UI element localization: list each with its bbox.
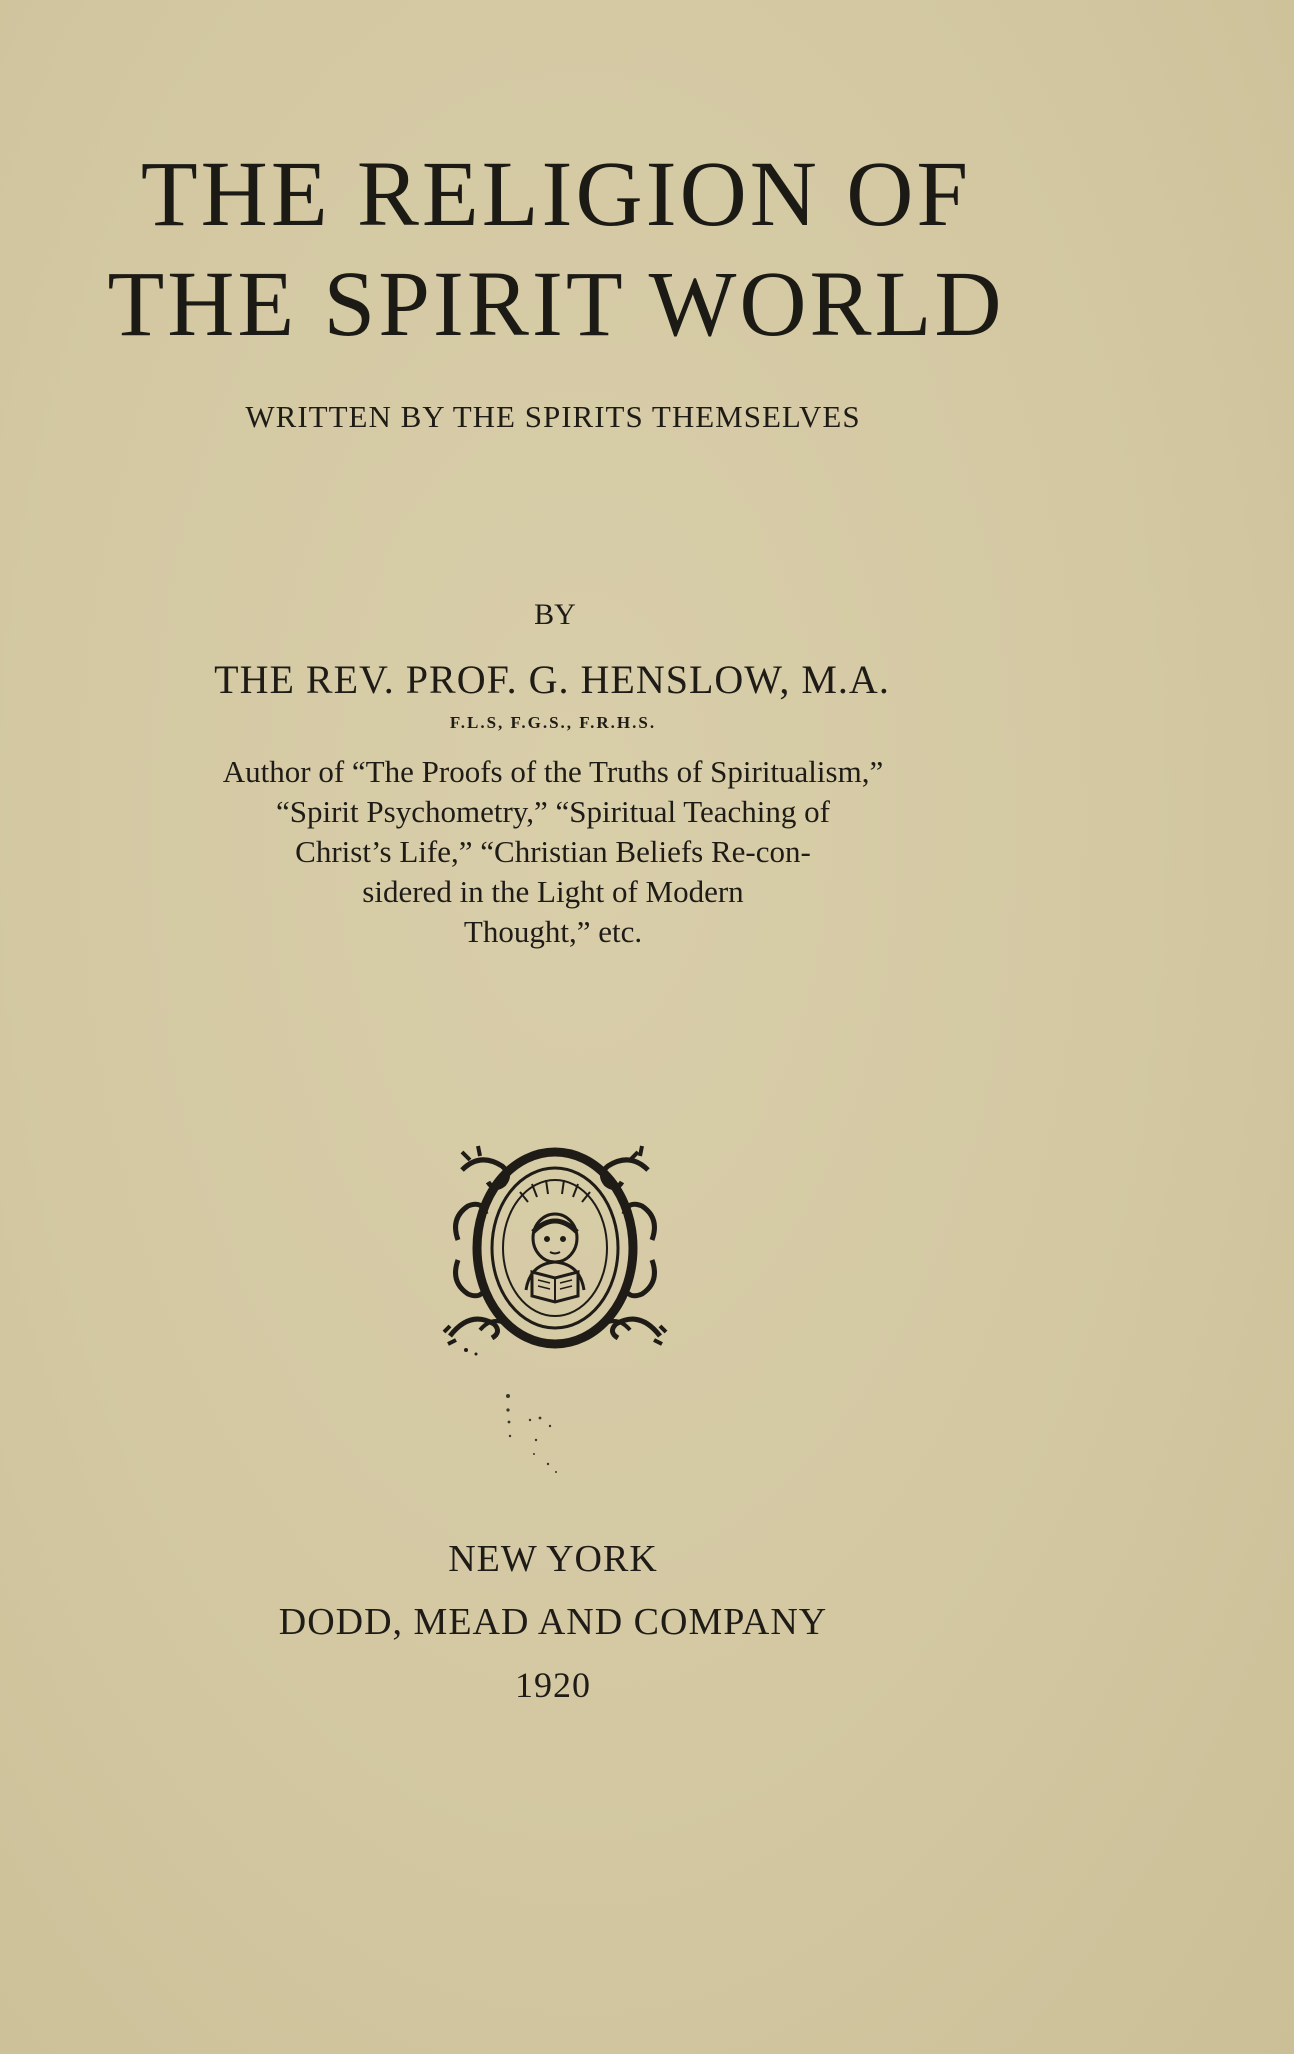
book-subtitle: WRITTEN BY THE SPIRITS THEMSELVES xyxy=(245,399,861,434)
author-name: THE REV. PROF. G. HENSLOW, M.A. xyxy=(214,657,890,702)
publisher-device-icon xyxy=(440,1140,670,1360)
author-degrees: F.L.S, F.G.S., F.R.H.S. xyxy=(449,713,657,732)
author-works-line: “Spirit Psychometry,” “Spiritual Teaching of xyxy=(276,794,830,829)
imprint-city: NEW YORK xyxy=(448,1538,658,1580)
author-works-line: Thought,” etc. xyxy=(463,914,643,949)
book-title-line-1: THE RELIGION OF xyxy=(140,143,972,246)
imprint-year: 1920 xyxy=(515,1665,591,1705)
author-works-line: Christ’s Life,” “Christian Beliefs Re-con- xyxy=(295,834,811,869)
author-works-line: Author of “The Proofs of the Truths of Spiritualism,” xyxy=(222,754,884,789)
by-line: BY xyxy=(534,598,576,631)
author-works xyxy=(0,752,1106,952)
author-works-line: sidered in the Light of Modern xyxy=(362,874,744,909)
book-title-line-2: THE SPIRIT WORLD xyxy=(107,253,1005,356)
ink-specks-icon xyxy=(500,1392,590,1482)
imprint-publisher: DODD, MEAD AND COMPANY xyxy=(278,1601,828,1643)
